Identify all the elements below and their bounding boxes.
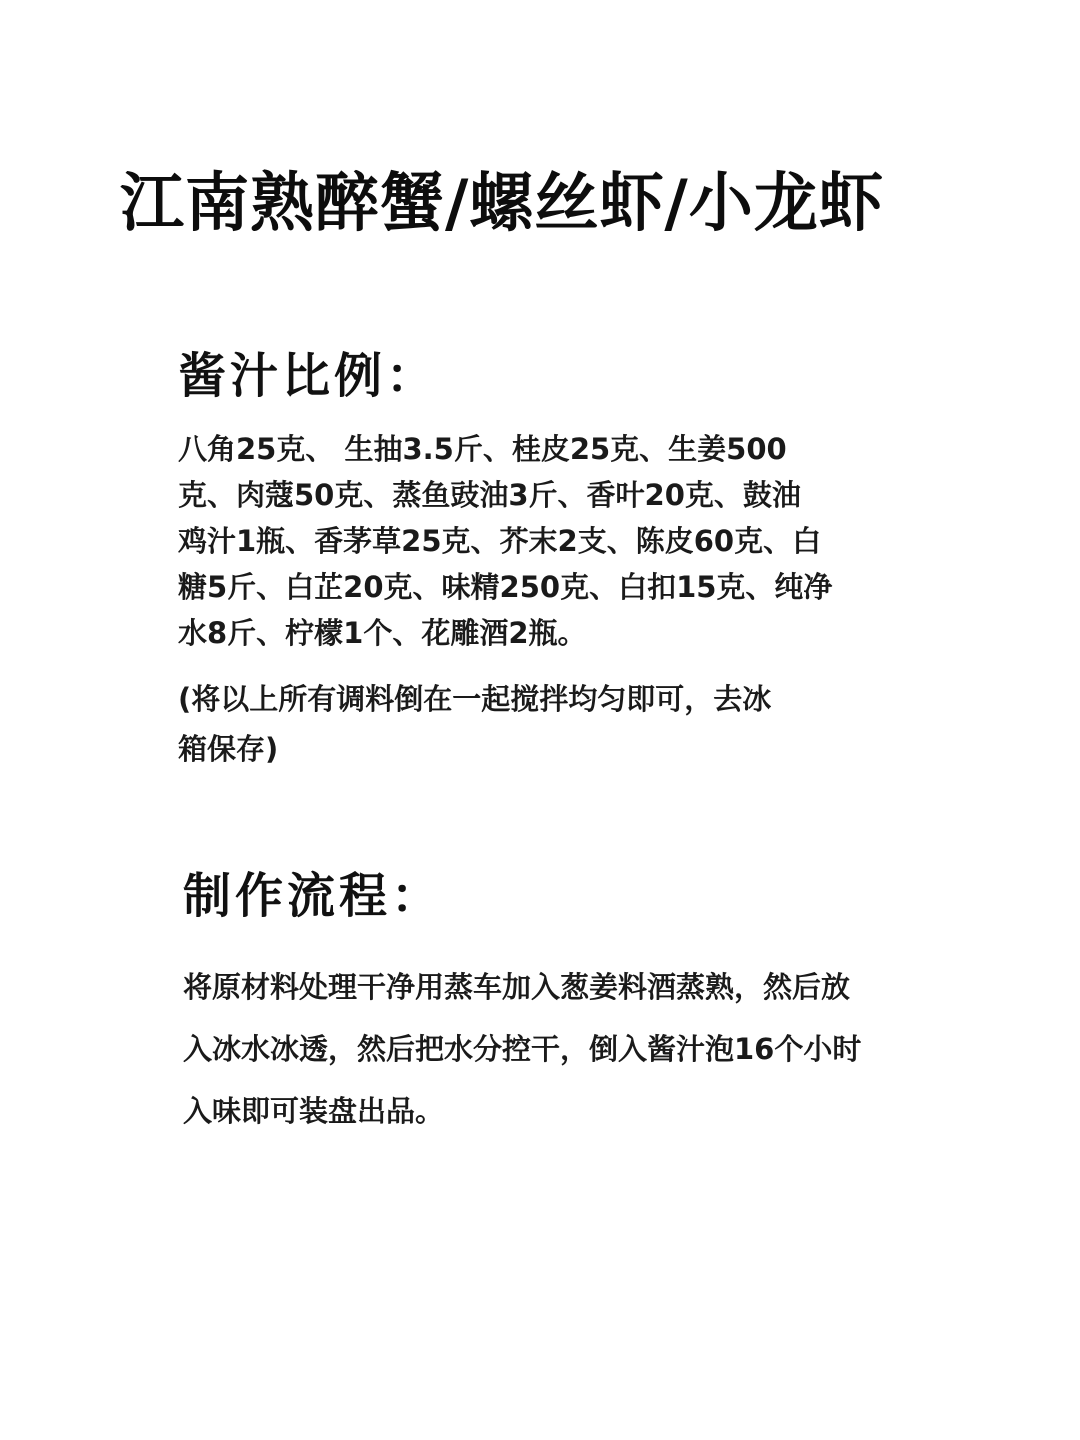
- process-line: 入味即可装盘出品。: [183, 1094, 445, 1128]
- ingredient-line: 克、肉蔻50克、蒸鱼豉油3斤、香叶20克、鼓油: [178, 478, 801, 512]
- process-line: 入冰水冰透，然后把水分控干，倒入酱汁泡16个小时: [183, 1032, 862, 1066]
- sauce-ratio-heading: 酱汁比例：: [178, 348, 439, 404]
- page-title: 江南熟醉蟹/螺丝虾/小龙虾: [120, 166, 884, 241]
- ingredient-line: 八角25克、 生抽3.5斤、桂皮25克、生姜500: [178, 432, 787, 466]
- sauce-note-line: 箱保存): [178, 732, 279, 766]
- ingredient-line: 糖5斤、白芷20克、味精250克、白扣15克、纯净: [178, 570, 833, 604]
- process-line: 将原材料处理干净用蒸车加入葱姜料酒蒸熟，然后放: [183, 970, 851, 1004]
- sauce-ingredients: [178, 426, 858, 656]
- sauce-note-line: (将以上所有调料倒在一起搅拌均匀即可，去冰: [178, 682, 772, 716]
- sauce-note: [178, 674, 858, 774]
- process-heading: 制作流程：: [183, 868, 444, 924]
- process-text: [183, 956, 943, 1142]
- ingredient-line: 鸡汁1瓶、香茅草25克、芥末2支、陈皮60克、白: [178, 524, 822, 558]
- ingredient-line: 水8斤、柠檬1个、花雕酒2瓶。: [178, 616, 587, 650]
